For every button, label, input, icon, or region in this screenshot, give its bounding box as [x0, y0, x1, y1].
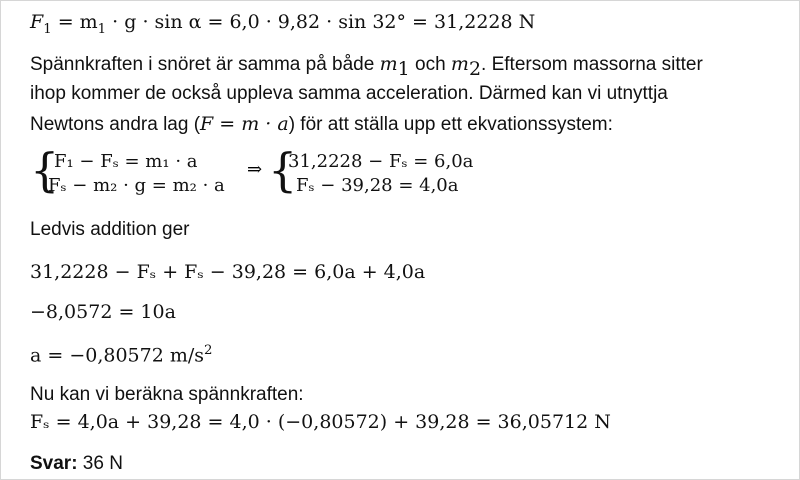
system-left-row-2: Fₛ − m₂ · g = m₂ · a [48, 175, 225, 196]
m1-sub: 1 [397, 57, 410, 80]
paragraph-line-1 [30, 53, 703, 80]
system-right-row-1: 31,2228 − Fₛ = 6,0a [288, 151, 474, 172]
right-brace: { [268, 143, 298, 197]
answer-value: 36 N [77, 453, 123, 474]
force-equation-tail: · g · sin α = 6,0 · 9,82 · sin 32° = 31,2228 N [106, 11, 536, 33]
acceleration-value: a = −0,80572 m/s [30, 344, 205, 367]
simplified-equation: −8,0572 = 10a [30, 301, 176, 323]
addition-equation: 31,2228 − Fₛ + Fₛ − 39,28 = 6,0a + 4,0a [30, 261, 426, 283]
text-fragment: ) för att ställa upp ett ekvationssystem: [288, 114, 613, 135]
nu-text: Nu kan vi beräkna spännkraften: [30, 384, 304, 405]
answer-label: Svar: [30, 453, 78, 474]
text-fragment: . Eftersom massorna sitter [481, 54, 703, 75]
implies-arrow: ⇒ [247, 159, 263, 180]
f1-subscript: 1 [43, 21, 52, 37]
equals-m: = m [51, 11, 98, 33]
text-fragment: och [409, 54, 451, 75]
newton-formula: F = m · a [200, 113, 289, 135]
m1-symbol: m [379, 53, 398, 75]
paragraph-line-2: ihop kommer de också uppleva samma acceleration. Därmed kan vi utnyttja [30, 83, 668, 104]
ledvis-text: Ledvis addition ger [30, 219, 190, 240]
m2-sub: 2 [468, 57, 482, 80]
answer-line [30, 453, 123, 475]
squared-exponent: 2 [204, 343, 213, 358]
system-right-row-2: Fₛ − 39,28 = 4,0a [296, 175, 459, 196]
left-brace: { [30, 143, 60, 197]
text-fragment: Newtons andra lag ( [30, 114, 201, 135]
m1-subscript: 1 [97, 21, 107, 37]
paragraph-line-3 [30, 113, 613, 136]
tension-equation: Fₛ = 4,0a + 39,28 = 4,0 · (−0,80572) + 39,28 = 36,05712 N [30, 411, 611, 433]
f1-symbol: F [30, 11, 44, 33]
m2-symbol: m [450, 53, 469, 75]
acceleration-equation [30, 343, 213, 366]
force-equation [30, 11, 535, 37]
system-left-row-1: F₁ − Fₛ = m₁ · a [54, 151, 198, 172]
text-fragment: Spännkraften i snöret är samma på både [30, 54, 380, 75]
